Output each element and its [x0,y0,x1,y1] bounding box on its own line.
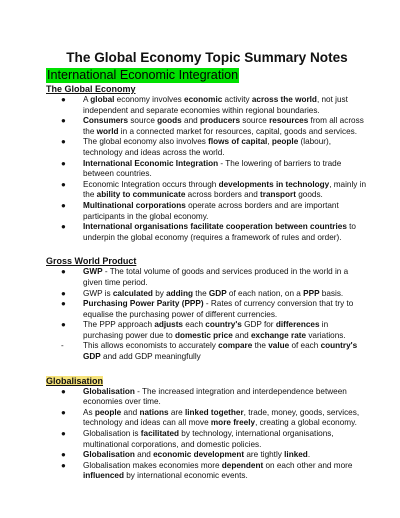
section-heading: International Economic Integration [47,68,239,82]
text: Economic Integration occurs through [83,179,219,189]
text: , mainly in the [83,179,367,200]
text: . [307,450,311,460]
bold-text: country's [205,320,242,330]
section-globalisation [36,376,370,482]
bullet-icon: ● [61,386,66,396]
text: and [181,116,200,126]
bullet-icon: ● [61,179,66,189]
list-item [46,429,370,450]
text: the [252,341,269,351]
subheading-globalisation: Globalisation [46,375,104,386]
text: are [168,407,185,417]
text: - Rates of currency conversion that try to equalise the purchasing power of different currencies. [83,299,354,319]
bullet-list [36,267,370,362]
bold-text: producers [199,116,240,126]
list-item [46,180,370,201]
bold-text: goods [157,116,182,126]
bullet-icon: ● [61,222,66,232]
bullet-icon: ● [61,320,66,330]
bold-text: transport [260,190,296,200]
bold-text: value [268,341,290,351]
text: operate across borders and are important participants in the global economy. [83,200,339,221]
text: and [121,407,140,417]
bold-text: economic development [153,450,245,460]
bold-text: ability to communicate [96,190,186,200]
text: in a connected market for resources, capital, goods and services. [118,126,357,136]
text: - The lowering of barriers to trade between countries. [83,158,342,179]
bold-text: linked [284,450,308,460]
text: , [267,137,272,147]
bullet-icon: ● [61,137,66,147]
list-item [46,341,370,362]
text: , creating a global economy. [255,418,357,428]
bullet-list [36,387,370,482]
text: , trade, money, goods, services, technology and ideas can all move [83,407,360,428]
subheading-gross-world-product: Gross World Product [46,256,137,267]
bold-text: people [271,137,299,147]
list-item [46,289,370,300]
bold-text: world [96,126,119,136]
list-item [46,222,370,243]
bold-text: Consumers [83,116,129,126]
text: GDP for [241,320,276,330]
bold-text: domestic price [174,330,233,340]
text: by international economic events. [123,471,248,481]
bullet-icon: ● [61,267,66,277]
section-gap [36,363,370,376]
text: by technology, international organisations, multinational corporations, and domestic policies. [83,429,334,449]
text: source [128,116,158,126]
bold-text: facilitated [140,429,180,439]
text: variations. [306,330,346,340]
text: each [182,320,206,330]
list-item [46,201,370,222]
text: are tightly [244,450,285,460]
bold-text: Purchasing Power Parity (PPP) [83,299,204,309]
text: basis. [319,288,344,298]
text: goods. [295,190,323,200]
bullet-icon: ● [61,95,66,104]
text: , not just independent and separate economies within regional boundaries. [83,95,348,115]
text: - The total volume of goods and services produced in the world in a given time period. [83,267,349,287]
text: (labour), technology and ideas across the world. [83,137,332,157]
text: GWP is [83,288,113,298]
bold-text: flows of capital [208,137,268,147]
section-gap [36,243,370,256]
bullet-icon: ● [61,288,66,298]
text: source [240,116,270,126]
text: The global economy also involves [83,137,209,147]
list-item [46,116,370,137]
bold-text: Globalisation [83,386,135,396]
list-item [46,137,370,158]
subheading-global-economy: The Global Economy [46,84,136,94]
bold-text: people [94,407,122,417]
subheading-globalisation-row [46,376,370,387]
list-item [46,387,370,408]
text: This allows economists to accurately [83,341,219,351]
bold-text: GDP [208,288,227,298]
list-item [46,299,370,320]
bold-text: more freely [210,418,256,428]
bullet-icon: ● [61,116,66,126]
bold-text: exchange rate [250,330,307,340]
bold-text: influenced [83,471,124,481]
list-item [46,461,370,482]
bold-text: across the world [251,95,317,104]
bold-text: adjusts [154,320,183,330]
list-item [46,320,370,341]
text: of each [289,341,321,351]
text: A [83,95,91,104]
bold-text: resources [269,116,309,126]
text: across borders and [185,190,261,200]
bold-text: global [90,95,115,104]
text: The PPP approach [83,320,155,330]
section-gross-world-product [36,256,370,362]
bold-text: dependent [221,460,264,470]
bullet-icon: ● [61,429,66,439]
text: to underpin the global economy (requires a framework of rules and order). [83,222,356,242]
bold-text: International organisations facilitate cooperation between countries [83,222,347,232]
bold-text: PPP [303,288,320,298]
text: of each nation, on a [226,288,304,298]
text: Globalisation makes economies more [83,460,222,470]
bold-text: International Economic Integration [83,158,219,168]
bold-text: Multinational corporations [83,200,186,210]
bullet-icon: ● [61,299,66,309]
list-item [46,408,370,429]
bullet-icon: ● [61,158,66,168]
bold-text: nations [139,407,169,417]
bold-text: GWP [83,267,103,277]
text: the [192,288,209,298]
text: on each other and more [263,460,353,470]
bold-text: compare [218,341,253,351]
dash-bullet-icon: - [61,341,64,351]
list-item [46,95,370,116]
text: economy involves [114,95,185,104]
text: by [152,288,167,298]
section-heading-row [36,66,370,84]
page-title: The Global Economy Topic Summary Notes [66,50,348,65]
bold-text: developments in technology [218,179,330,189]
text: in purchasing power due to [83,320,329,340]
bold-text: differences [275,320,320,330]
text: As [83,407,95,417]
bold-text: linked together [184,407,244,417]
list-item [46,159,370,180]
text: and [232,330,251,340]
bold-text: adding [166,288,193,298]
section-global-economy [36,84,370,243]
text: and add GDP meaningfully [100,352,201,362]
bullet-icon: ● [61,460,66,470]
text: from all across the [83,116,364,136]
bold-text: calculated [112,288,153,298]
bullet-icon: ● [61,407,66,417]
text: - The increased integration and interdependence between economies over time. [83,386,347,407]
list-item [46,267,370,288]
text: Globalisation is [83,429,141,439]
bold-text: Globalisation [83,450,135,460]
text: activity [222,95,252,104]
bullet-icon: ● [61,450,66,460]
text: and [134,450,154,460]
bullet-list [36,95,370,243]
list-item [46,450,370,461]
bold-text: country's GDP [83,341,358,362]
bold-text: economic [184,95,223,104]
bullet-icon: ● [61,200,66,210]
